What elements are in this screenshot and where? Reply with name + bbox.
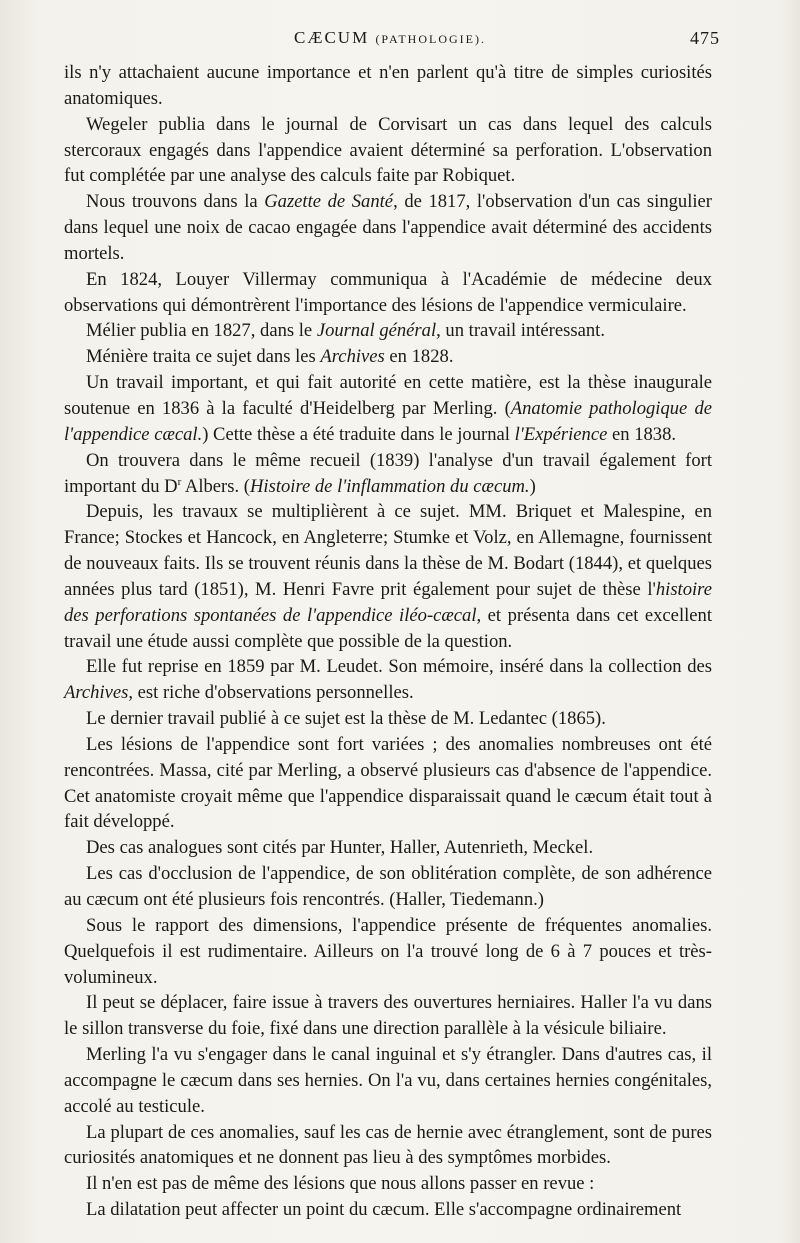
paragraph: Des cas analogues sont cités par Hunter, Haller, Autenrieth, Meckel. [86, 837, 594, 859]
paragraph: La plupart de ces anomalies, sauf les cas de hernie avec étranglement, sont de pures curiosités anatomiques et ne donnent pas lieu à des symptômes morbides. [64, 1121, 712, 1169]
header-subtitle: (PATHOLOGIE). [375, 32, 486, 46]
paragraph: ils n'y attachaient aucune importance et n'en parlent qu'à titre de simples curiosités anatomiques. [64, 62, 712, 109]
running-head [60, 28, 720, 48]
paragraph: Nous trouvons dans la Gazette de Santé, de 1817, l'observation d'un cas singulier dans lequel une noix de cacao engagée dans l'appendice avait déterminé des accidents mortels. [64, 191, 712, 264]
paragraph: Ménière traita ce sujet dans les Archives en 1828. [86, 346, 454, 368]
paragraph: Les cas d'occlusion de l'appendice, de son oblitération complète, de son adhérence au cæcum ont été plusieurs fois rencontrés. (Haller, Tiedemann.) [64, 863, 712, 910]
body-text [64, 60, 712, 1223]
paragraph: On trouvera dans le même recueil (1839) l'analyse d'un travail également fort important du $D^r$ Albers. (Histoire de l'inflammation du cæcum.) [64, 449, 712, 497]
paragraph: En 1824, Louyer Villermay communiqua à l'Académie de médecine deux observations qui démontrèrent l'importance des lésions de l'appendice vermiculaire. [64, 268, 712, 316]
paragraph: Il peut se déplacer, faire issue à travers des ouvertures herniaires. Haller l'a vu dans le sillon transverse du foie, fixé dans une direction parallèle à la vésicule biliaire. [64, 992, 712, 1040]
paragraph: Le dernier travail publié à ce sujet est la thèse de M. Ledantec (1865). [86, 708, 606, 730]
header-title: CÆCUM [294, 28, 370, 47]
paragraph: Depuis, les travaux se multiplièrent à ce sujet. MM. Briquet et Malespine, en France; Stockes et Hancock, en Angleterre; Stumke et Volz, en Allemagne, fournissent de nouveaux faits. Ils se trouvent réunis dans la thèse de M. Bodart (1844), et quelques années plus tard (1851), M. Henri Favre prit également pour sujet de thèse l'histoire des perforations spontanées de l'appendice iléo-cæcal, et présenta dans cet excellent travail une étude aussi complète que possible de la question. [64, 501, 712, 652]
paragraph: Un travail important, et qui fait autorité en cette matière, est la thèse inaugurale soutenue en 1836 à la faculté d'Heidelberg par Merling. (Anatomie pathologique de l'appendice cæcal.) Cette thèse a été traduite dans le journal l'Expérience en 1838. [64, 372, 712, 445]
paragraph: Les lésions de l'appendice sont fort variées ; des anomalies nombreuses ont été rencontrées. Massa, cité par Merling, a observé plusieurs cas d'absence de l'appendice. Cet anatomiste croyait même que l'appendice disparaissait quand le cæcum était tout à fait développé. [64, 733, 712, 833]
paragraph: Mélier publia en 1827, dans le Journal général, un travail intéressant. [86, 320, 605, 342]
paragraph: Merling l'a vu s'engager dans le canal inguinal et s'y étrangler. Dans d'autres cas, il accompagne le cæcum dans ses hernies. On l'a vu, dans certaines hernies congénitales, accolé au testicule. [64, 1044, 712, 1117]
page-number: 475 [690, 28, 720, 48]
paragraph: La dilatation peut affecter un point du cæcum. Elle s'accompagne ordinairement [86, 1199, 682, 1221]
paragraph: Sous le rapport des dimensions, l'appendice présente de fréquentes anomalies. Quelquefois il est rudimentaire. Ailleurs on l'a trouvé long de 6 à 7 pouces et très-volumineux. [64, 914, 712, 988]
paragraph: Wegeler publia dans le journal de Corvisart un cas dans lequel des calculs stercoraux engagés dans l'appendice avaient déterminé sa perforation. L'observation fut complétée par une analyse des calculs faite par Robiquet. [64, 113, 712, 187]
running-header [60, 28, 720, 52]
paragraph: Elle fut reprise en 1859 par M. Leudet. Son mémoire, inséré dans la collection des Archives, est riche d'observations personnelles. [64, 656, 712, 704]
paragraph: Il n'en est pas de même des lésions que nous allons passer en revue : [86, 1173, 595, 1195]
